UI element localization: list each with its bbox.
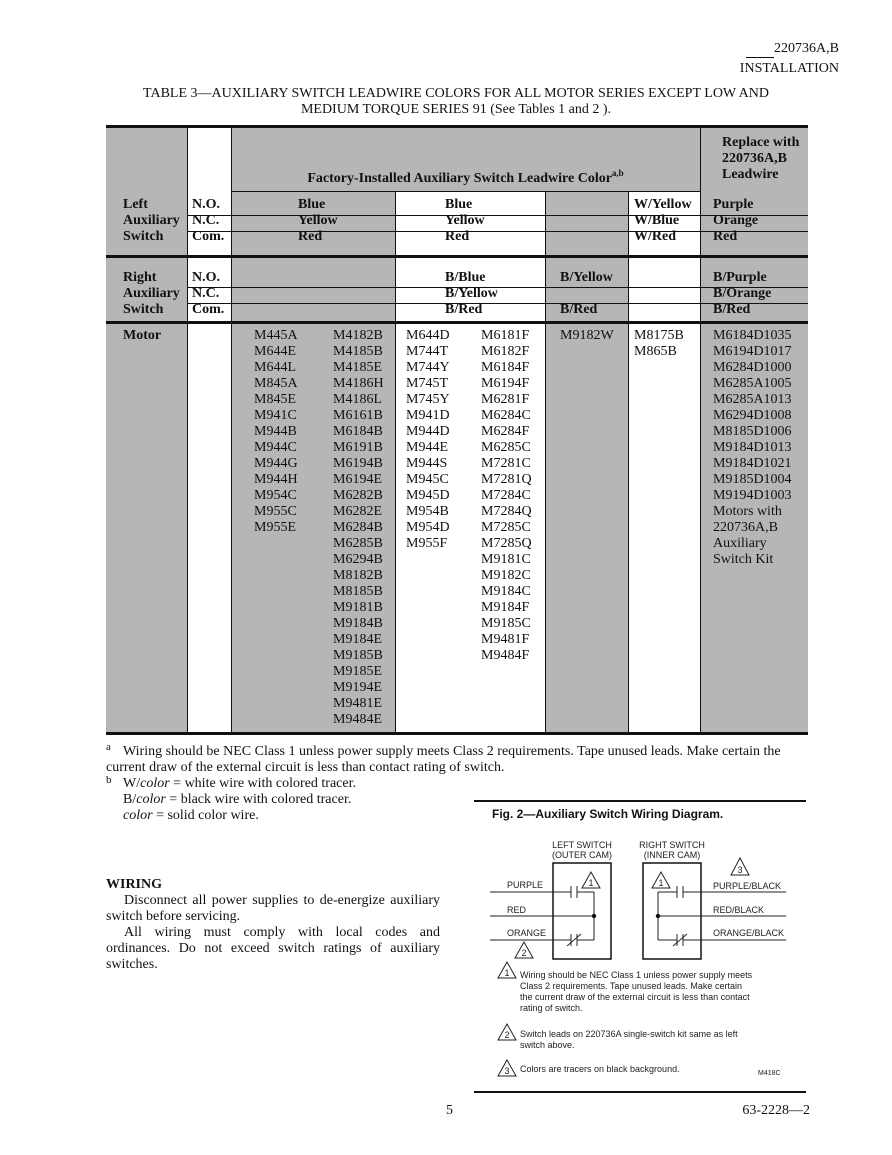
lead-red: RED: [507, 905, 527, 915]
footnote-a: Wiring should be NEC Class 1 unless power supply meets Class 2 requirements. Tape unused leads. Make certain the: [123, 744, 781, 759]
motor-entry: M8185D1006: [713, 424, 792, 439]
vline: [231, 125, 232, 734]
lead-orange: ORANGE: [507, 928, 547, 938]
motor-label: Motor: [123, 328, 162, 343]
note-3: Colors are tracers on black background.: [520, 1064, 680, 1074]
figure-code: M418C: [758, 1070, 781, 1077]
motor-entry: M9182W: [560, 328, 614, 343]
footer-document-number: 63-2228—2: [742, 1103, 810, 1118]
motor-entry: M6194E: [333, 472, 382, 487]
section-label: INSTALLATION: [739, 61, 839, 76]
right-switch-title-2: (INNER CAM): [643, 850, 701, 860]
motor-entry: M9184F: [481, 600, 530, 615]
motor-entry: Motors with: [713, 504, 782, 519]
motor-entry: Auxiliary: [713, 536, 767, 551]
motor-entry: M4185E: [333, 360, 382, 375]
motor-entry: M7284C: [481, 488, 531, 503]
motor-entry: M941D: [406, 408, 450, 423]
motor-entry: M944H: [254, 472, 298, 487]
motor-entry: M9185D1004: [713, 472, 792, 487]
motor-entry: M954B: [406, 504, 449, 519]
motor-entry: M6194F: [481, 376, 530, 391]
lead-red-black: RED/BLACK: [713, 905, 765, 915]
left-colors-col2: Blue Yellow Red: [445, 197, 485, 244]
motor-entry: M7284Q: [481, 504, 532, 519]
motor-entry: M944S: [406, 456, 448, 471]
motor-list-col1b: [333, 328, 384, 728]
motor-entry: M955E: [254, 520, 296, 535]
vline: [545, 192, 546, 734]
motor-entry: M7281Q: [481, 472, 532, 487]
motor-entry: M944E: [406, 440, 448, 455]
motor-list-replace: [713, 328, 792, 568]
vline: [700, 125, 701, 734]
motor-entry: M954C: [254, 488, 297, 503]
motor-entry: M6194B: [333, 456, 383, 471]
table-top-rule: [106, 125, 808, 128]
left-colors-col4: W/Yellow W/Blue W/Red: [634, 197, 692, 244]
motor-entry: M7281C: [481, 456, 531, 471]
lead-orange-black: ORANGE/BLACK: [713, 928, 785, 938]
motor-entry: M4186L: [333, 392, 382, 407]
motor-entry: M9194E: [333, 680, 382, 695]
mark-3-top: 3: [737, 865, 743, 875]
vline: [395, 192, 396, 734]
note-1-mark: 1: [504, 968, 510, 978]
page-number: 5: [446, 1103, 453, 1118]
motor-entry: M744T: [406, 344, 448, 359]
motor-entry: M9184D1021: [713, 456, 792, 471]
motor-entry: M945D: [406, 488, 450, 503]
motor-entry: M6284B: [333, 520, 383, 535]
motor-list-col3: [560, 328, 614, 344]
motor-entry: M6284C: [481, 408, 531, 423]
note-3-mark: 3: [504, 1066, 510, 1076]
motor-entry: M6181F: [481, 328, 530, 343]
motor-entry: M6285C: [481, 440, 531, 455]
hline: [231, 191, 700, 192]
note-2-mark: 2: [504, 1030, 510, 1040]
motor-entry: M745Y: [406, 392, 450, 407]
lead-purple: PURPLE: [507, 880, 544, 890]
note-1-line-2: Class 2 requirements. Tape unused leads. Make certain: [520, 981, 742, 991]
motor-entry: M9182C: [481, 568, 531, 583]
left-switch-title-1: LEFT SWITCH: [552, 840, 612, 850]
motor-entry: M644L: [254, 360, 296, 375]
motor-entry: M8175B: [634, 328, 684, 343]
right-switch-label: Right Auxiliary Switch: [123, 270, 180, 317]
motor-list-col2b: [481, 328, 532, 664]
motor-entry: M944G: [254, 456, 298, 471]
motor-entry: M6191B: [333, 440, 383, 455]
mark-1-right: 1: [658, 878, 664, 888]
motor-entry: M6285A1005: [713, 376, 792, 391]
motor-entry: M6284D1000: [713, 360, 792, 375]
motor-list-col2a: [406, 328, 450, 552]
motor-entry: M6281F: [481, 392, 530, 407]
motor-entry: M9185B: [333, 648, 383, 663]
motor-entry: M944D: [406, 424, 450, 439]
motor-entry: M9194D1003: [713, 488, 792, 503]
motor-entry: M6294D1008: [713, 408, 792, 423]
motor-entry: M9484F: [481, 648, 530, 663]
footnote-b-mark: b: [106, 774, 112, 786]
wiring-paragraph-2: All wiring must comply with local codes and ordinances. Do not exceed switch ratings of auxiliary switches.: [106, 925, 440, 972]
document-number: 220736A,B: [774, 41, 839, 57]
motor-entry: M445A: [254, 328, 298, 343]
motor-list-col1a: [254, 328, 298, 536]
left-switch-box: [553, 863, 611, 959]
motor-entry: 220736A,B: [713, 520, 778, 535]
motor-entry: M955F: [406, 536, 448, 551]
motor-entry: M8185B: [333, 584, 383, 599]
left-section-rule: [106, 255, 808, 258]
note-1-line-3: the current draw of the external circuit is less than contact: [520, 992, 750, 1002]
mark-2-lead: 2: [521, 948, 527, 958]
note-2-line-1: Switch leads on 220736A single-switch kit same as left: [520, 1029, 738, 1039]
left-contacts: N.O. N.C. Com.: [192, 197, 225, 244]
motor-entry: M8182B: [333, 568, 383, 583]
footnote-a-cont: current draw of the external circuit is less than contact rating of switch.: [106, 760, 505, 775]
table-bottom-rule: [106, 732, 808, 735]
vline: [187, 125, 188, 734]
left-junction-dot: [592, 914, 596, 918]
lead-purple-black: PURPLE/BLACK: [713, 881, 782, 891]
right-junction-dot: [656, 914, 660, 918]
motor-entry: M9181C: [481, 552, 531, 567]
figure-title: Fig. 2—Auxiliary Switch Wiring Diagram.: [492, 807, 724, 821]
motor-entry: M955C: [254, 504, 297, 519]
replace-header: Replace with 220736A,B Leadwire: [722, 135, 800, 182]
motor-entry: M9181B: [333, 600, 383, 615]
factory-leadwire-header: Factory-Installed Auxiliary Switch Leadwire Color$^{a,b}$: [307, 168, 624, 186]
right-switch-box: [643, 863, 701, 959]
right-contacts: N.O. N.C. Com.: [192, 270, 225, 317]
motor-entry: M745T: [406, 376, 448, 391]
note-1-line-4: rating of switch.: [520, 1003, 583, 1013]
motor-entry: M6161B: [333, 408, 383, 423]
motor-entry: M9184E: [333, 632, 382, 647]
motor-entry: M944C: [254, 440, 297, 455]
motor-entry: M6184F: [481, 360, 530, 375]
motor-entry: M4185B: [333, 344, 383, 359]
motor-entry: M7285Q: [481, 536, 532, 551]
left-switch-label: Left Auxiliary Switch: [123, 197, 180, 244]
motor-entry: M6184D1035: [713, 328, 792, 343]
motor-entry: M6184B: [333, 424, 383, 439]
motor-entry: M9481F: [481, 632, 530, 647]
motor-entry: M6285B: [333, 536, 383, 551]
vline: [628, 192, 629, 734]
left-replace-colors: Purple Orange Red: [713, 197, 759, 244]
right-replace-colors: B/Purple B/Orange B/Red: [713, 270, 772, 317]
wiring-heading: WIRING: [106, 877, 163, 892]
left-switch-title-2: (OUTER CAM): [552, 850, 612, 860]
motor-entry: M9184B: [333, 616, 383, 631]
mark-1-left: 1: [588, 878, 594, 888]
motor-entry: M944B: [254, 424, 297, 439]
motor-entry: M945C: [406, 472, 449, 487]
motor-entry: M9184D1013: [713, 440, 792, 455]
note-1-line-1: Wiring should be NEC Class 1 unless power supply meets: [520, 970, 753, 980]
motor-entry: M941C: [254, 408, 297, 423]
leadwire-color-table: [106, 125, 808, 734]
table-title: TABLE 3—AUXILIARY SWITCH LEADWIRE COLORS FOR ALL MOTOR SERIES EXCEPT LOW AND MEDIUM TORQUE SERIES 91 (See Tables 1 and 2 ).: [143, 86, 769, 117]
motor-entry: M744Y: [406, 360, 450, 375]
wiring-paragraph-1: Disconnect all power supplies to de-energize auxiliary switch before servicing.: [106, 893, 440, 924]
right-colors-col3-no: B/Yellow: [560, 270, 613, 285]
motor-entry: M9484E: [333, 712, 382, 727]
motor-entry: M954D: [406, 520, 450, 535]
motor-entry: M845A: [254, 376, 298, 391]
motor-entry: M9184C: [481, 584, 531, 599]
motor-entry: M4186H: [333, 376, 384, 391]
note-2-line-2: switch above.: [520, 1040, 575, 1050]
right-switch-title-1: RIGHT SWITCH: [639, 840, 705, 850]
right-colors-col3-com: B/Red: [560, 302, 598, 317]
right-colors-col2: B/Blue B/Yellow B/Red: [445, 270, 498, 317]
motor-entry: M865B: [634, 344, 677, 359]
left-colors-col1: Blue Yellow Red: [298, 197, 338, 244]
motor-entry: M644E: [254, 344, 296, 359]
motor-entry: M6284F: [481, 424, 530, 439]
motor-entry: M644D: [406, 328, 450, 343]
motor-entry: M9481E: [333, 696, 382, 711]
motor-entry: M9185E: [333, 664, 382, 679]
motor-entry: M6282E: [333, 504, 382, 519]
motor-entry: M6294B: [333, 552, 383, 567]
motor-entry: Switch Kit: [713, 552, 774, 567]
figure-bottom-rule: [474, 1091, 806, 1093]
motor-entry: M845E: [254, 392, 296, 407]
motor-entry: M6182F: [481, 344, 530, 359]
footnote-a-mark: a: [106, 741, 111, 753]
footnote-b: W/color = white wire with colored tracer. B/color = black wire with colored tracer. color = solid color wire.: [123, 776, 356, 823]
motor-list-col4: [634, 328, 684, 360]
motor-entry: M4182B: [333, 328, 383, 343]
motor-entry: M6282B: [333, 488, 383, 503]
right-section-rule: [106, 321, 808, 324]
wiring-diagram-figure: [474, 800, 806, 1093]
motor-entry: M6194D1017: [713, 344, 792, 359]
wiring-diagram: [474, 800, 806, 1093]
motor-entry: M7285C: [481, 520, 531, 535]
motor-entry: M6285A1013: [713, 392, 792, 407]
motor-entry: M9185C: [481, 616, 531, 631]
